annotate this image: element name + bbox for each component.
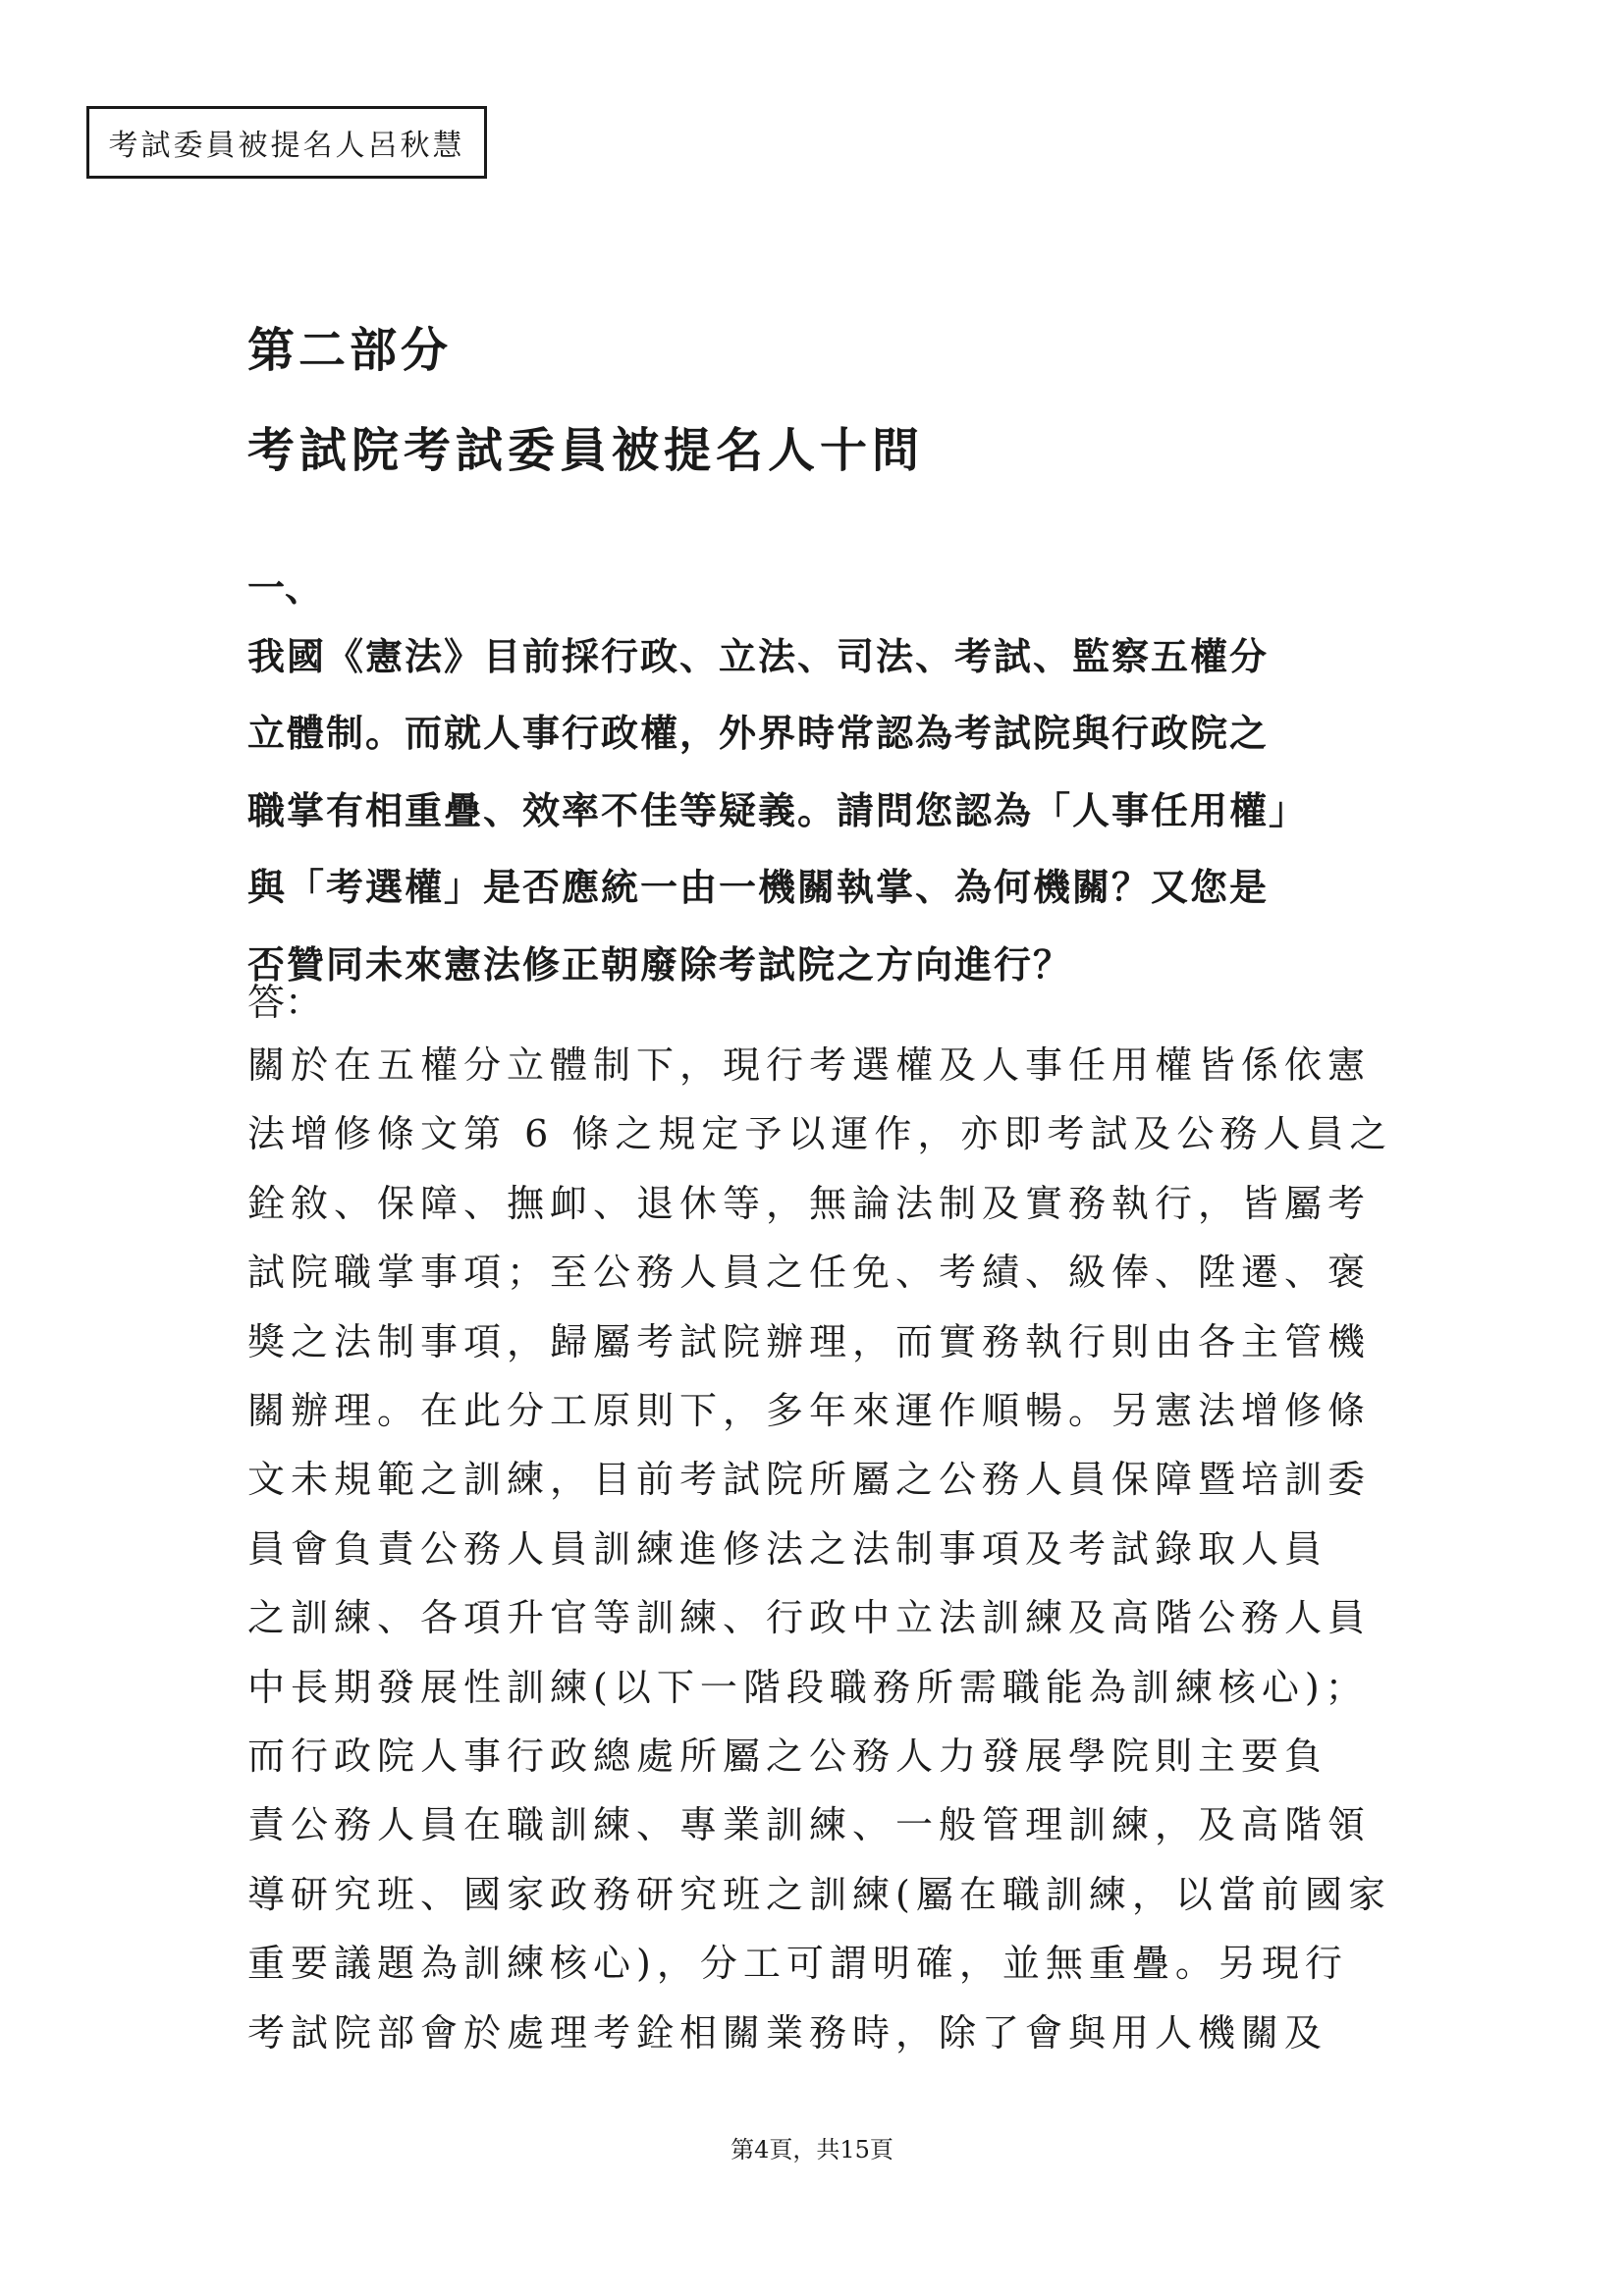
answer-line: 重要議題為訓練核心)，分工可謂明確，並無重疊。另現行 (247, 1942, 1348, 1986)
question-line: 否贊同未來憲法修正朝廢除考試院之方向進行？ (247, 941, 1073, 987)
answer-line: 導研究班、國家政務研究班之訓練(屬在職訓練，以當前國家 (247, 1872, 1391, 1916)
answer-line: 員會負責公務人員訓練進修法之法制事項及考試錄取人員 (247, 1526, 1328, 1571)
question-line: 職掌有相重疊、效率不佳等疑義。請問您認為「人事任用權」 (247, 787, 1309, 832)
question-line: 與「考選權」是否應統一由一機關執掌、為何機關？又您是 (247, 865, 1270, 910)
answer-line: 法增修條文第 6 條之規定予以運作，亦即考試及公務人員之 (247, 1112, 1393, 1156)
answer-line: 中長期發展性訓練(以下一階段職務所需職能為訓練核心)； (247, 1665, 1369, 1709)
answer-line: 考試院部會於處理考銓相關業務時，除了會與用人機關及 (247, 2010, 1328, 2055)
part-title: 第二部分 (247, 323, 453, 378)
answer-text (247, 1031, 1398, 2067)
answer-line: 而行政院人事行政總處所屬之公務人力發展學院則主要負 (247, 1735, 1328, 1779)
answer-line: 責公務人員在職訓練、專業訓練、一般管理訓練，及高階領 (247, 1803, 1372, 1847)
answer-line: 關辦理。在此分工原則下，多年來運作順暢。另憲法增修條 (247, 1389, 1372, 1433)
question-number: 一、 (247, 565, 323, 610)
answer-label: 答： (247, 981, 323, 1024)
question-text (247, 618, 1398, 1003)
page-number: 第4頁，共15頁 (731, 2136, 893, 2163)
question-line: 我國《憲法》目前採行政、立法、司法、考試、監察五權分 (247, 634, 1270, 678)
answer-line: 試院職掌事項；至公務人員之任免、考績、級俸、陞遷、褒 (247, 1251, 1372, 1295)
question-line: 立體制。而就人事行政權，外界時常認為考試院與行政院之 (247, 711, 1270, 756)
nominee-label: 考試委員被提名人呂秋慧 (108, 129, 465, 163)
answer-line: 文未規範之訓練，目前考試院所屬之公務人員保障暨培訓委 (247, 1458, 1372, 1502)
answer-line: 銓敘、保障、撫卹、退休等，無論法制及實務執行，皆屬考 (247, 1181, 1372, 1225)
section-title: 考試院考試委員被提名人十問 (247, 423, 925, 478)
nominee-header-box (86, 106, 487, 179)
answer-line: 獎之法制事項，歸屬考試院辦理，而實務執行則由各主管機 (247, 1319, 1372, 1363)
answer-line: 之訓練、各項升官等訓練、行政中立法訓練及高階公務人員 (247, 1596, 1372, 1640)
answer-line: 關於在五權分立體制下，現行考選權及人事任用權皆係依憲 (247, 1043, 1372, 1087)
